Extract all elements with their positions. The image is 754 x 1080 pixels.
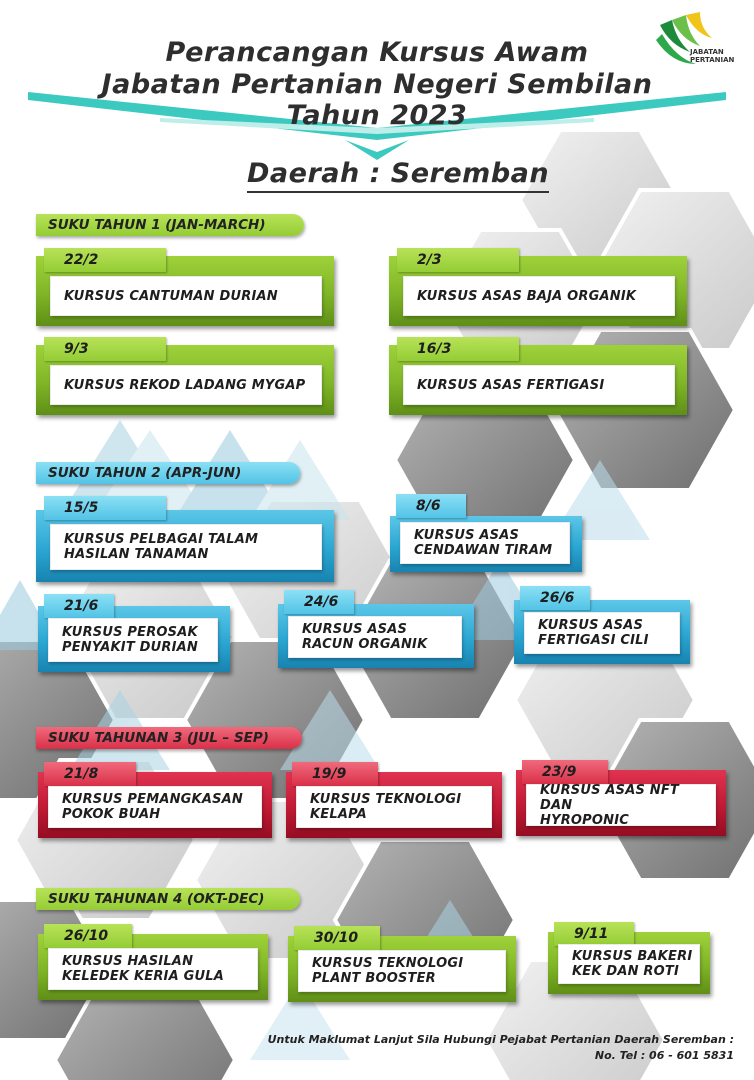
course-title-box [298,950,506,992]
quarter-3-label: SUKU TAHUNAN 3 (JUL – SEP) [36,727,302,749]
course-date: 21/6 [44,594,114,618]
course-card [516,764,726,836]
course-title-box [50,365,322,405]
course-title: KURSUS BAKERI KEK DAN ROTI [572,949,693,979]
course-title-box [526,784,716,826]
course-date: 2/3 [397,248,519,272]
course-card [288,930,516,1002]
course-title-box [296,786,492,828]
course-card [36,252,334,326]
quarter-4-label: SUKU TAHUNAN 4 (OKT-DEC) [36,888,300,910]
course-title-box [48,618,218,662]
course-card [38,766,272,838]
course-card [36,341,334,415]
course-card [286,766,502,838]
course-date: 26/10 [44,924,132,948]
course-title: KURSUS TEKNOLOGI KELAPA [310,792,462,822]
course-title: KURSUS ASAS FERTIGASI CILI [538,618,649,648]
course-title-box [48,786,262,828]
course-title-box [403,365,675,405]
title-line-3: Tahun 2023 [286,100,468,131]
course-title-box [400,522,570,564]
course-date: 9/3 [44,337,166,361]
course-title-box [288,616,462,658]
course-title-box [50,524,322,570]
course-card [38,598,230,672]
course-date: 24/6 [284,590,354,614]
course-date: 8/6 [396,494,466,518]
course-date: 16/3 [397,337,519,361]
course-card [38,928,268,1000]
title-line-2: Jabatan Pertanian Negeri Sembilan [101,69,653,100]
course-title-box [48,948,258,990]
logo-label-1: JABATAN [690,48,724,56]
course-title: KURSUS PEROSAK PENYAKIT DURIAN [62,625,198,655]
course-date: 22/2 [44,248,166,272]
course-title: KURSUS ASAS RACUN ORGANIK [302,622,428,652]
course-date: 26/6 [520,586,590,610]
course-card [389,252,687,326]
course-title: KURSUS TEKNOLOGI PLANT BOOSTER [312,956,464,986]
contact-phone: No. Tel : 06 - 601 5831 [594,1049,734,1062]
course-title: KURSUS ASAS FERTIGASI [417,377,605,393]
course-title-box [403,276,675,316]
district-heading: Daerah : Seremban [247,158,549,193]
course-title: KURSUS REKOD LADANG MYGAP [64,377,306,393]
course-date: 23/9 [522,760,608,784]
logo-label-2: PERTANIAN [690,56,735,64]
course-date: 9/11 [554,922,634,946]
quarter-2-label: SUKU TAHUN 2 (APR-JUN) [36,462,300,484]
course-title: KURSUS CANTUMAN DURIAN [64,288,278,304]
quarter-1-label: SUKU TAHUN 1 (JAN-MARCH) [36,214,304,236]
course-title: KURSUS ASAS BAJA ORGANIK [417,288,637,304]
course-title-box [558,944,700,984]
course-title: KURSUS ASAS CENDAWAN TIRAM [414,528,553,558]
course-date: 30/10 [294,926,380,950]
course-date: 15/5 [44,496,166,520]
course-card [548,926,710,994]
course-card [514,590,690,664]
course-title: KURSUS ASAS NFT DAN HYROPONIC [540,782,679,828]
course-date: 19/9 [292,762,378,786]
course-card [390,498,582,572]
course-title-box [524,612,680,654]
course-title-box [50,276,322,316]
course-date: 21/8 [44,762,136,786]
course-card [36,500,334,582]
title-line-1: Perancangan Kursus Awam [165,37,589,68]
contact-info: Untuk Maklumat Lanjut Sila Hubungi Pejabat Pertanian Daerah Seremban : [267,1033,734,1046]
course-card [278,594,474,668]
course-title: KURSUS HASILAN KELEDEK KERIA GULA [62,954,224,984]
course-title: KURSUS PEMANGKASAN POKOK BUAH [62,792,243,822]
course-title: KURSUS PELBAGAI TALAM HASILAN TANAMAN [64,532,259,562]
course-card [389,341,687,415]
